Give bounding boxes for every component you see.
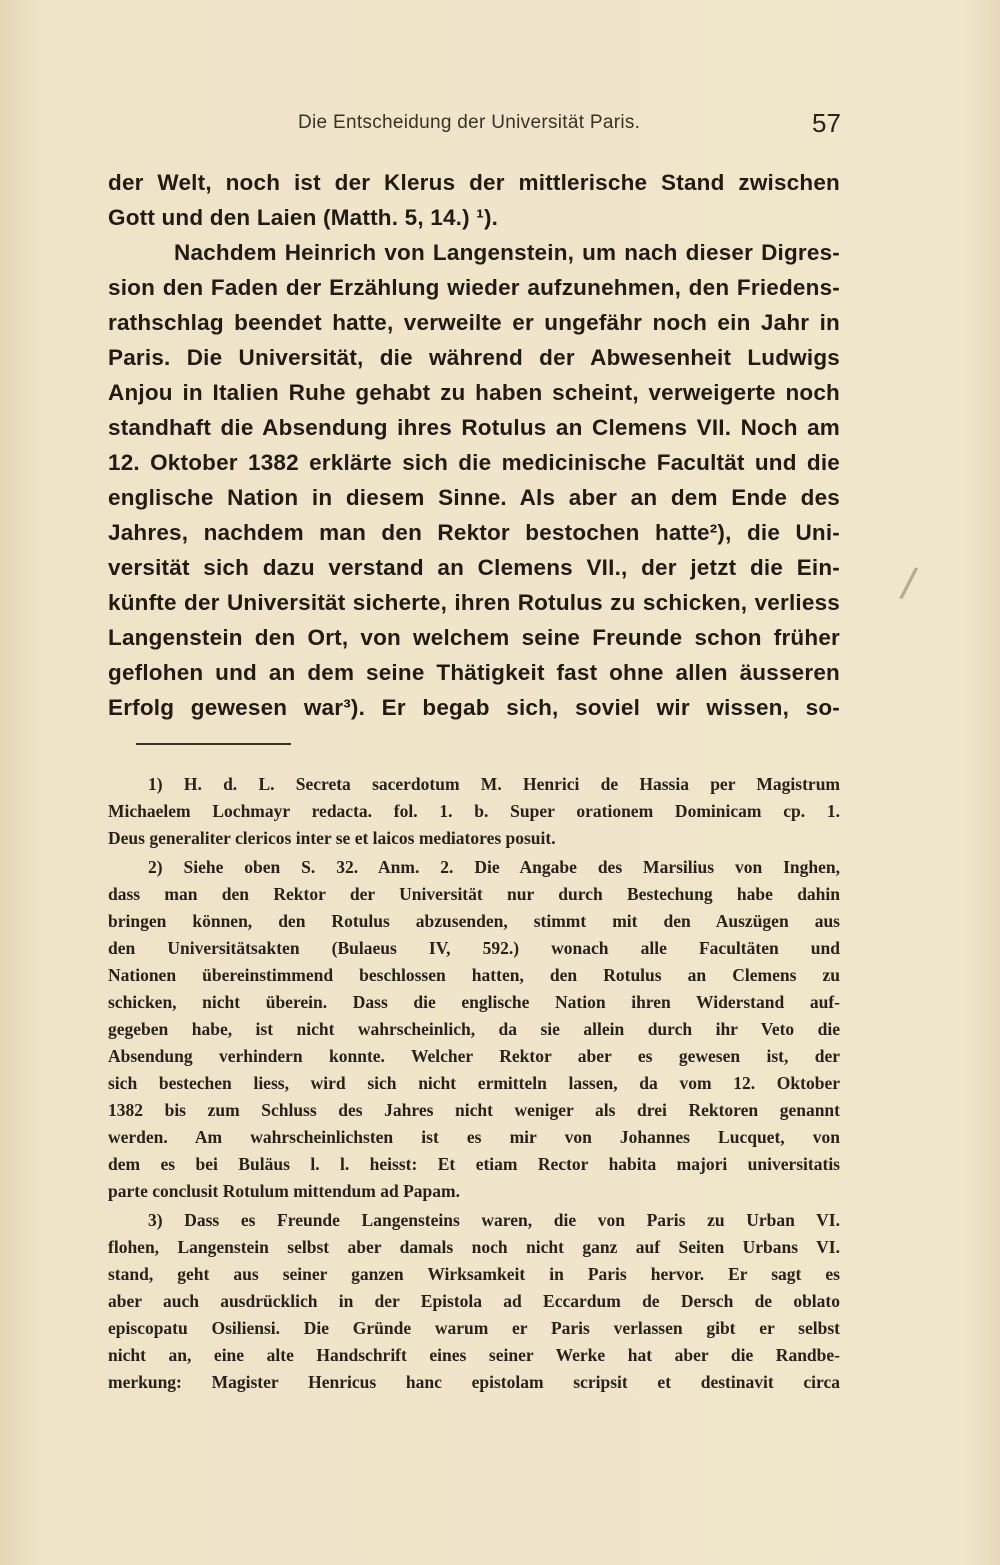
- footnote-line: aber auch ausdrücklich in der Epistola ad Eccardum de Dersch de oblato: [108, 1291, 840, 1311]
- body-line: geflohen und an dem seine Thätigkeit fast ohne allen äusseren: [108, 660, 840, 685]
- body-line: Anjou in Italien Ruhe gehabt zu haben scheint, verweigerte noch: [108, 380, 840, 405]
- body-line: rathschlag beendet hatte, verweilte er ungefähr noch ein Jahr in: [108, 310, 840, 335]
- body-line: Erfolg gewesen war³). Er begab sich, soviel wir wissen, so-: [108, 695, 840, 720]
- body-line: künfte der Universität sicherte, ihren Rotulus zu schicken, verliess: [108, 590, 840, 615]
- body-line: sion den Faden der Erzählung wieder aufzunehmen, den Friedens-: [108, 275, 840, 300]
- footnote-line: 2) Siehe oben S. 32. Anm. 2. Die Angabe des Marsilius von Inghen,: [148, 857, 840, 877]
- footnote-line: gegeben habe, ist nicht wahrscheinlich, da sie allein durch ihr Veto die: [108, 1019, 840, 1039]
- footnote-line: flohen, Langenstein selbst aber damals noch nicht ganz auf Seiten Urbans VI.: [108, 1237, 840, 1257]
- body-line: der Welt, noch ist der Klerus der mittlerische Stand zwischen: [108, 170, 840, 195]
- footnote-line: bringen können, den Rotulus abzusenden, stimmt mit den Auszügen aus: [108, 911, 840, 931]
- body-line: englische Nation in diesem Sinne. Als aber an dem Ende des: [108, 485, 840, 510]
- body-line: Jahres, nachdem man den Rektor bestochen hatte²), die Uni-: [108, 520, 840, 545]
- body-line: Langenstein den Ort, von welchem seine Freunde schon früher: [108, 625, 840, 650]
- footnote-line: schicken, nicht überein. Dass die englische Nation ihren Widerstand auf-: [108, 992, 840, 1012]
- body-line: Paris. Die Universität, die während der Abwesenheit Ludwigs: [108, 345, 840, 370]
- footnote-line: 1382 bis zum Schluss des Jahres nicht weniger als drei Rektoren genannt: [108, 1100, 840, 1120]
- footnote-line: episcopatu Osiliensi. Die Gründe warum er Paris verlassen gibt er selbst: [108, 1318, 840, 1338]
- footnote-line: dem es bei Buläus l. l. heisst: Et etiam Rector habita majori universitatis: [108, 1154, 840, 1174]
- footnote-line: 3) Dass es Freunde Langensteins waren, die von Paris zu Urban VI.: [148, 1210, 840, 1230]
- footnote-line: dass man den Rektor der Universität nur durch Bestechung habe dahin: [108, 884, 840, 904]
- footnote-line: parte conclusit Rotulum mittendum ad Papam.: [108, 1181, 460, 1201]
- running-title: Die Entscheidung der Universität Paris.: [298, 112, 641, 133]
- footnote-line: nicht an, eine alte Handschrift eines seiner Werke hat aber die Randbe-: [108, 1345, 840, 1365]
- footnote-line: Absendung verhindern konnte. Welcher Rektor aber es gewesen ist, der: [108, 1046, 840, 1066]
- footnote-line: Michaelem Lochmayr redacta. fol. 1. b. Super orationem Dominicam cp. 1.: [108, 801, 840, 821]
- body-line: versität sich dazu verstand an Clemens VII., der jetzt die Ein-: [108, 555, 840, 580]
- footnote-line: merkung: Magister Henricus hanc epistolam scripsit et destinavit circa: [108, 1372, 840, 1392]
- page-number: 57: [812, 108, 841, 138]
- footnote-line: Deus generaliter clericos inter se et laicos mediatores posuit.: [108, 828, 556, 848]
- margin-pencil-mark: /: [898, 559, 920, 607]
- footnote-line: stand, geht aus seiner ganzen Wirksamkeit in Paris hervor. Er sagt es: [108, 1264, 840, 1284]
- footnote-line: 1) H. d. L. Secreta sacerdotum M. Henrici de Hassia per Magistrum: [148, 774, 840, 794]
- footnote-line: sich bestechen liess, wird sich nicht ermitteln lassen, da vom 12. Oktober: [108, 1073, 840, 1093]
- body-line: Nachdem Heinrich von Langenstein, um nach dieser Digres-: [174, 240, 840, 265]
- body-line: standhaft die Absendung ihres Rotulus an Clemens VII. Noch am: [108, 415, 840, 440]
- footnote-line: Nationen übereinstimmend beschlossen hatten, den Rotulus an Clemens zu: [108, 965, 840, 985]
- footnote-line: den Universitätsakten (Bulaeus IV, 592.) wonach alle Facultäten und: [108, 938, 840, 958]
- body-line: Gott und den Laien (Matth. 5, 14.) ¹).: [108, 205, 499, 230]
- footnote-line: werden. Am wahrscheinlichsten ist es mir von Johannes Lucquet, von: [108, 1127, 840, 1147]
- footnote-rule: [136, 743, 291, 745]
- body-line: 12. Oktober 1382 erklärte sich die medicinische Facultät und die: [108, 450, 840, 475]
